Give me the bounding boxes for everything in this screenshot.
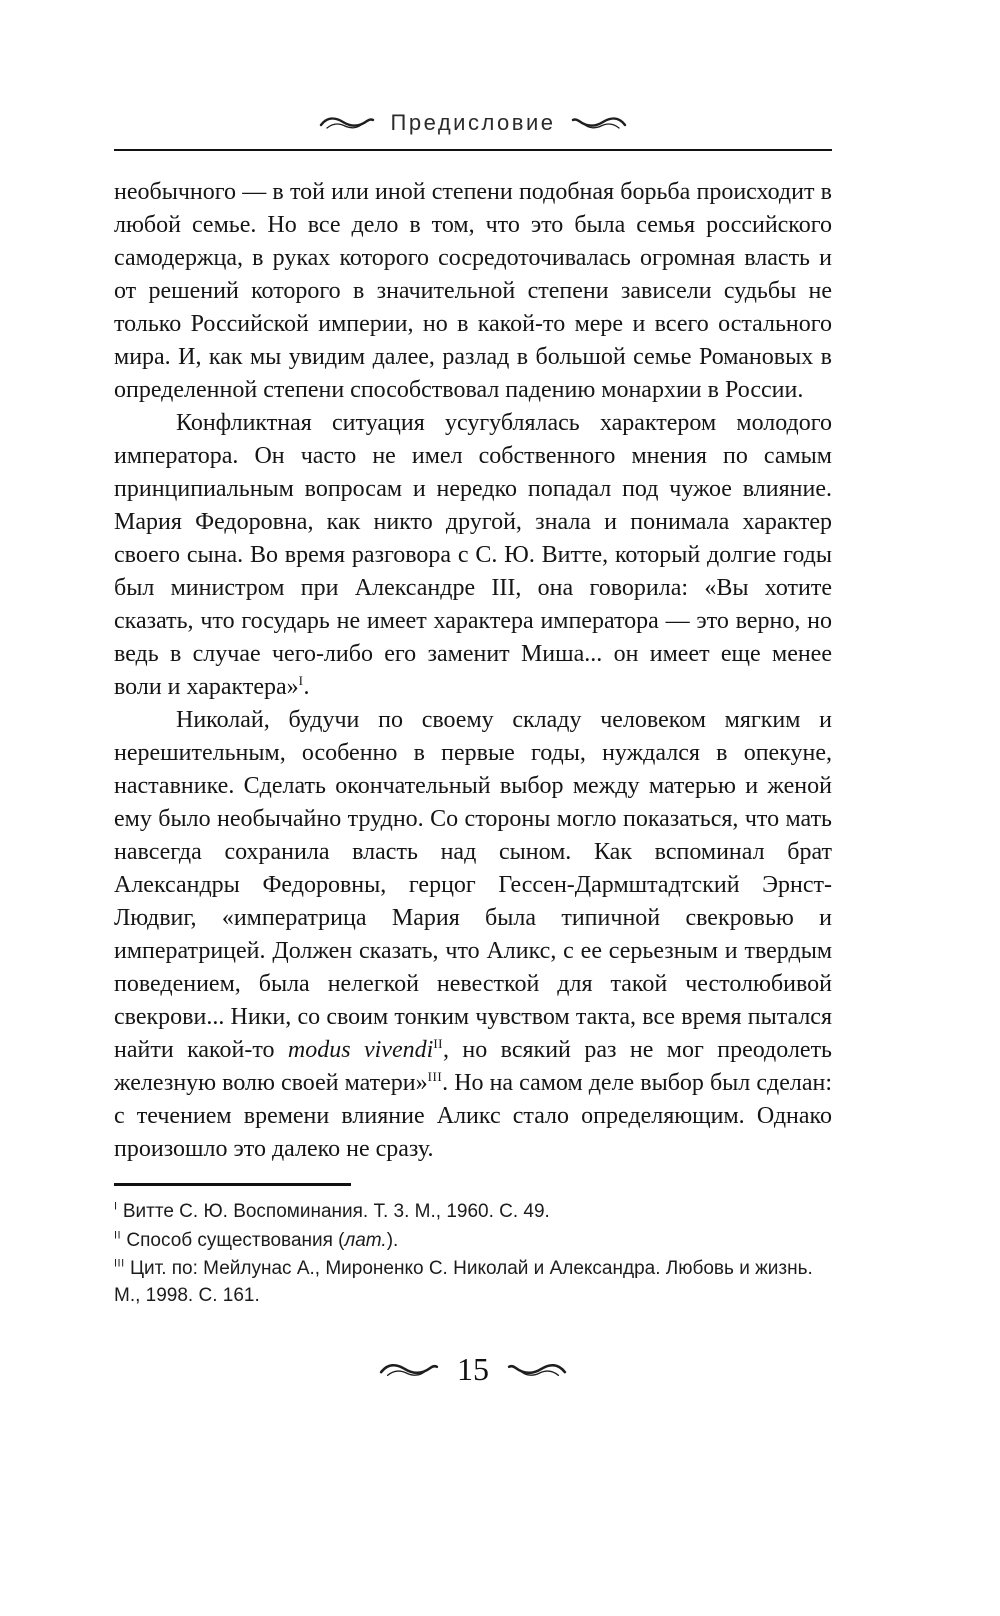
paragraph: Николай, будучи по своему складу человеком мягким и нерешительным, особенно в первые годы, нуждался в опекуне, наставнике. Сделать окончательный выбор между матерью и женой ему было необычайно трудно. Со стороны могло показаться, что мать навсегда сохранила власть над сыном. Как вспоминал брат Александры Федоровны, герцог Гессен-Дармштадтский Эрнст-Людвиг, «императрица Мария была типичной свекровью и императрицей. Должен сказать, что Аликс, с ее серьезным и твердым поведением, была нелегкой невесткой для такой честолюбивой свекрови... Ники, со своим тонким чувством такта, все время пытался найти какой-то modus vivendi$^{II}$, но всякий раз не мог преодолеть железную волю своей матери»$^{III}$. Но на самом деле выбор был сделан: с течением времени влияние Аликс стало определяющим. Однако произошло это далеко не сразу. (114, 707, 833, 1162)
italic-text: modus vivendi (287, 1037, 434, 1063)
chapter-title: Предисловие (390, 110, 556, 135)
swash-ornament-right-icon (571, 114, 627, 132)
page-footer (114, 1351, 832, 1388)
footnote-ref: II (433, 1036, 443, 1051)
footnote-marker: II (114, 1229, 122, 1242)
italic-text: лат. (344, 1229, 387, 1251)
swash-ornament-left-icon (319, 114, 375, 132)
page-number: 15 (457, 1351, 489, 1387)
footnote: $^{II}$ Способ существования (лат.). (114, 1229, 399, 1251)
header-title-row (114, 110, 832, 136)
footnote-marker: III (114, 1257, 125, 1270)
paragraph: Конфликтная ситуация усугублялась характером молодого императора. Он часто не имел собственного мнения по самым принципиальным вопросам и нередко попадал под чужое влияние. Мария Федоровна, как никто другой, знала и понимала характер своего сына. Во время разговора с С. Ю. Витте, который долгие годы был министром при Александре III, она говорила: «Вы хотите сказать, что государь не имеет характера императора — это верно, но ведь в случае чего-либо его заменит Миша... он имеет еще менее воли и характера»$^I$. (114, 410, 832, 700)
text-block (114, 176, 832, 1166)
footnote-ref: III (427, 1069, 443, 1084)
footnote: $^I$ Витте С. Ю. Воспоминания. Т. 3. М., 1960. С. 49. (114, 1200, 550, 1222)
footnote: $^{III}$ Цит. по: Мейлунас А., Мироненко С. Николай и Александра. Любовь и жизнь. М., 1998. С. 161. (114, 1257, 813, 1306)
running-header (114, 110, 832, 151)
page-body (114, 176, 832, 1309)
footnote-separator (114, 1183, 351, 1186)
footnotes-block (114, 1199, 832, 1309)
swash-ornament-right-icon (507, 1360, 567, 1380)
header-rule (114, 149, 832, 151)
paragraph: необычного — в той или иной степени подобная борьба происходит в любой семье. Но все дело в том, что это была семья российского самодержца, в руках которого сосредоточивалась огромная власть и от решений которого в значительной степени зависели судьбы не только Российской империи, но в какой-то мере и всего остального мира. И, как мы увидим далее, разлад в большой семье Романовых в определенной степени способствовал падению монархии в России. (114, 179, 832, 403)
footnote-ref: I (298, 673, 304, 688)
footnote-marker: I (114, 1200, 118, 1213)
page-number-row (114, 1351, 832, 1388)
swash-ornament-left-icon (379, 1360, 439, 1380)
